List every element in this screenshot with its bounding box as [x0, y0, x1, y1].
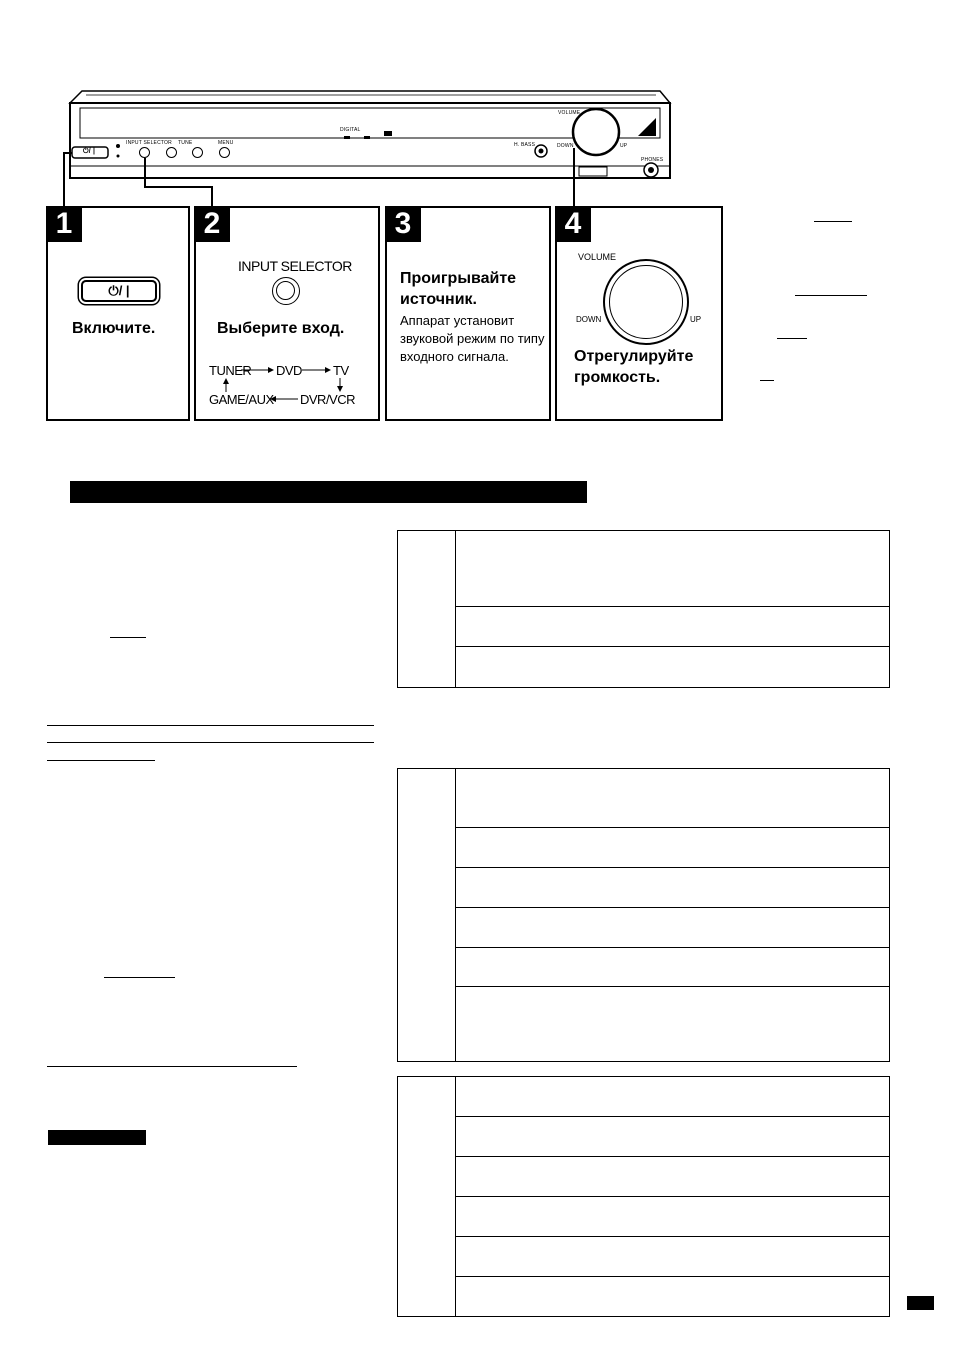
- digital-label: DIGITAL: [340, 127, 361, 133]
- table-row: [455, 1236, 889, 1237]
- text-rule: [104, 977, 175, 978]
- step-4-text: Отрегулируйте громкость.: [574, 348, 694, 386]
- input-selector-label: INPUT SELECTOR: [238, 258, 352, 274]
- input-selector-button[interactable]: [272, 277, 300, 305]
- section-header-bar: [70, 481, 587, 503]
- table-2: [397, 768, 890, 1062]
- h-bass-label: H. BASS: [514, 142, 536, 148]
- step-3-panel: [385, 206, 551, 421]
- flow-game-aux: GAME/AUX: [209, 392, 274, 407]
- flow-dvd: DVD: [276, 363, 302, 378]
- text-rule: [47, 742, 374, 743]
- device-outline: [0, 0, 954, 210]
- phones-label: PHONES: [641, 157, 664, 163]
- step-2-panel: [194, 206, 380, 421]
- knob-up-label: UP: [690, 315, 702, 324]
- step-number: 3: [385, 206, 421, 242]
- step-3-description: Аппарат установит звуковой режим по типу входного сигнала.: [400, 313, 545, 364]
- up-label: UP: [620, 143, 628, 149]
- down-label: DOWN: [557, 143, 574, 149]
- device-power-symbol: ⏻/ |: [83, 148, 96, 155]
- margin-rule: [777, 338, 807, 339]
- flow-tv: TV: [333, 363, 349, 378]
- table-row: [455, 1116, 889, 1117]
- step-number: 2: [194, 206, 230, 242]
- table-row: [455, 867, 889, 868]
- margin-rule: [795, 295, 867, 296]
- table-row: [455, 646, 889, 647]
- knob-down-label: DOWN: [576, 315, 602, 324]
- flow-tuner: TUNER: [209, 363, 252, 378]
- table-3: [397, 1076, 890, 1317]
- table-header-cell: [398, 1077, 456, 1316]
- volume-label: VOLUME: [558, 110, 581, 116]
- table-row: [455, 827, 889, 828]
- table-row: [455, 1196, 889, 1197]
- step-3-title: Проигрывайте источник.: [400, 270, 517, 308]
- text-rule: [47, 1066, 297, 1067]
- menu-button[interactable]: [219, 147, 230, 158]
- flow-dvr-vcr: DVR/VCR: [300, 392, 356, 407]
- flow-arrows: [196, 358, 378, 408]
- table-row: [455, 1156, 889, 1157]
- step-1-text: Включите.: [72, 320, 156, 337]
- page-number-tab: [907, 1296, 934, 1310]
- tune-up-button[interactable]: [192, 147, 203, 158]
- text-rule: [110, 637, 146, 638]
- table-row: [455, 947, 889, 948]
- step-number: 4: [555, 206, 591, 242]
- step-2-text: Выберите вход.: [217, 320, 345, 337]
- table-1: [397, 530, 890, 688]
- note-label-bar: [48, 1130, 146, 1145]
- step-number: 1: [46, 206, 82, 242]
- input-selector-button[interactable]: [139, 147, 150, 158]
- step-1-panel: [46, 206, 190, 421]
- power-button[interactable]: ⏻/ |: [81, 280, 157, 302]
- volume-knob[interactable]: [603, 259, 689, 345]
- step-4-panel: [555, 206, 723, 421]
- margin-rule: [814, 221, 852, 222]
- table-row: [455, 907, 889, 908]
- menu-label: MENU: [218, 140, 234, 146]
- input-selector-label: INPUT SELECTOR: [126, 140, 172, 146]
- table-row: [455, 986, 889, 987]
- table-header-cell: [398, 531, 456, 687]
- margin-rule: [760, 380, 774, 381]
- text-rule: [47, 725, 374, 726]
- table-row: [455, 606, 889, 607]
- table-header-cell: [398, 769, 456, 1061]
- tune-label: TUNE: [178, 140, 193, 146]
- tune-down-button[interactable]: [166, 147, 177, 158]
- table-row: [455, 1276, 889, 1277]
- knob-volume-label: VOLUME: [578, 252, 617, 262]
- text-rule: [47, 760, 155, 761]
